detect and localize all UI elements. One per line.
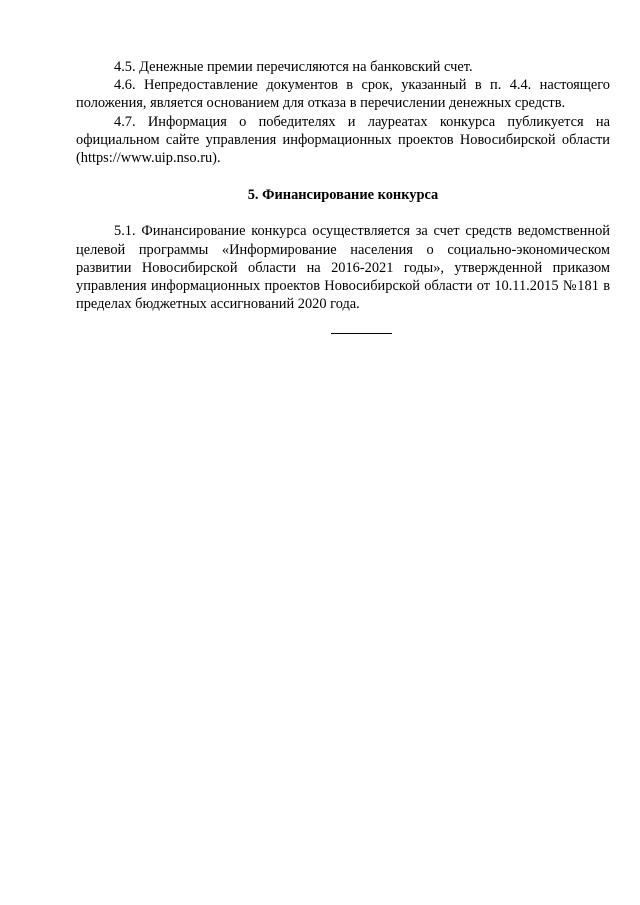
paragraph-5-1: 5.1. Финансирование конкурса осуществляется за счет средств ведомственной целевой программы «Информирование населения о социально-экономическом развитии Новосибирской области на 2016-2021 годы», утвержденной приказом управления информационных проектов Новосибирской области от 10.11.2015 №181 в пределах бюджетных ассигнований 2020 года. [76,223,610,313]
end-separator-line [331,333,392,334]
paragraph-4-7: 4.7. Информация о победителях и лауреатах конкурса публикуется на официальном сайте управления информационных проектов Новосибирской области (https://www.uip.nso.ru). [76,113,610,167]
document-page [76,58,610,313]
paragraph-4-5: 4.5. Денежные премии перечисляются на банковский счет. [114,59,473,75]
paragraph-4-6: 4.6. Непредоставление документов в срок, указанный в п. 4.4. настоящего положения, является основанием для отказа в перечислении денежных средств. [76,77,610,112]
section-5-heading: 5. Финансирование конкурса [247,187,439,204]
